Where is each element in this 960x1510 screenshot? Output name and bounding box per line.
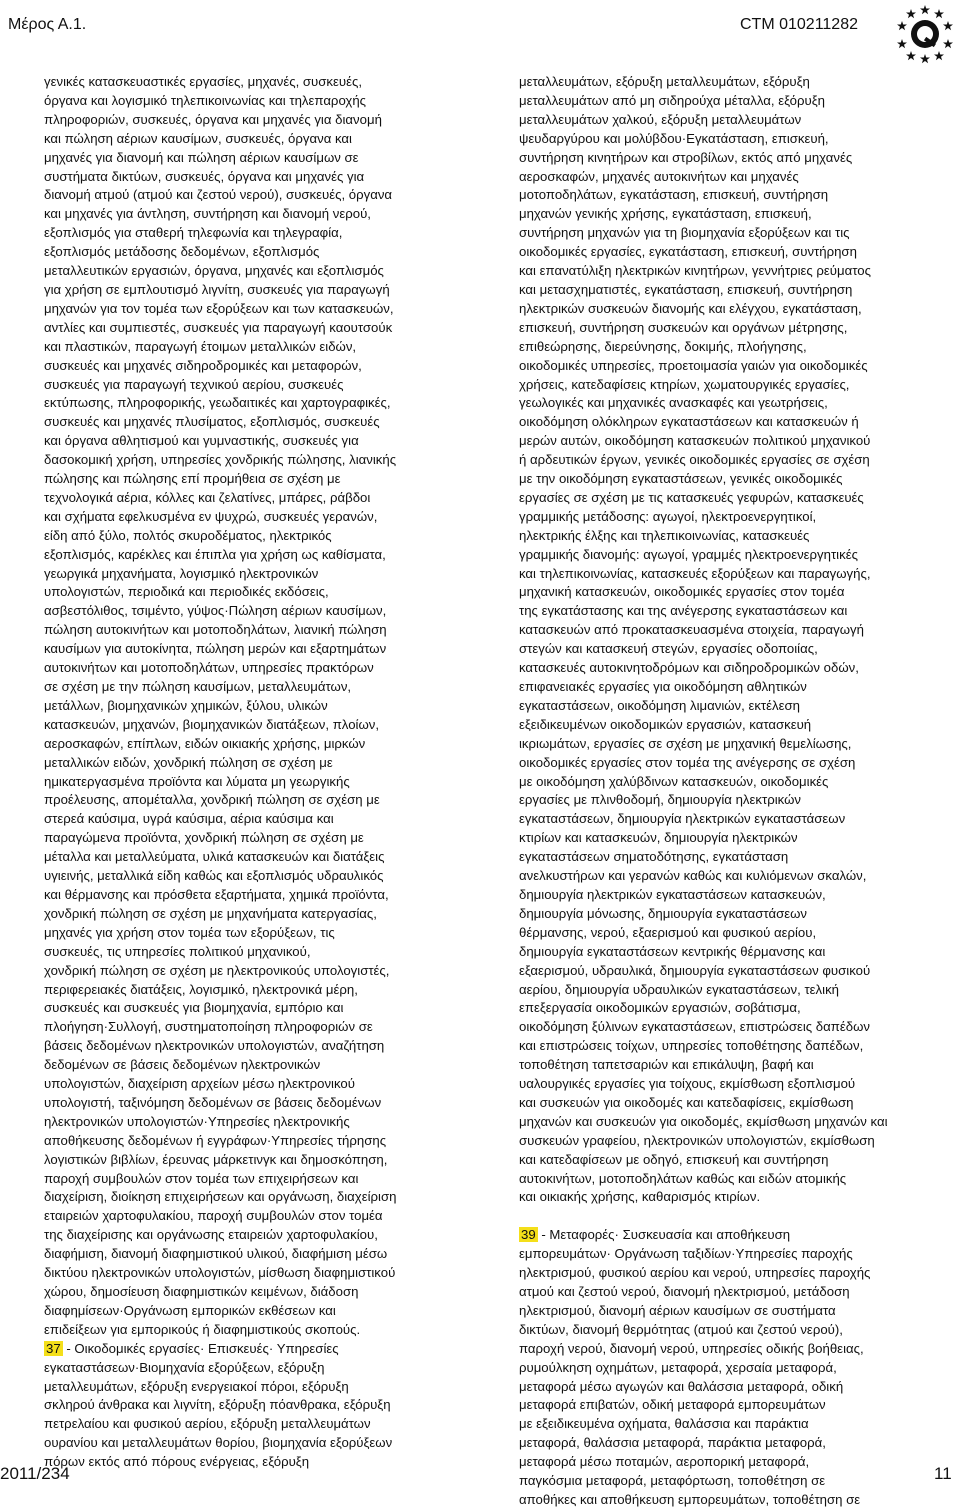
footer-bulletin-number: 2011/234 xyxy=(0,1464,70,1483)
header-part-label: Μέρος Α.1. xyxy=(8,16,87,33)
class-37-description: - Οικοδομικές εργασίες· Επισκευές· Υπηρεσίες εγκαταστάσεων·Βιομηχανία εξορύξεων, εξόρυξη μεταλλευμάτων, εξόρυξη ενεργειακοί πόροι, εξόρυξη σκληρού άνθρακα και λιγνίτη, εξόρυξη πόανθρακα, εξόρυξη πετρελαίου και φυσικού αερίου, εξόρυξη μεταλλευμάτων ουρανίου και μεταλλευμάτων θορίου, βιομηχανία εξορύξεων πόρων εκτός από πόρους ενέργειας, εξόρυξη xyxy=(44,1340,393,1470)
class-number-badge-39: 39 xyxy=(521,1227,536,1243)
left-text-column xyxy=(44,73,446,1472)
right-column-body: μεταλλευμάτων, εξόρυξη μεταλλευμάτων, εξόρυξη μεταλλευμάτων από μη σιδηρούχα μέταλλα, εξόρυξη μεταλλευμάτων χαλκού, εξόρυξη μεταλλευμάτων ψευδαργύρου και μολύβδου·Εγκατάσταση, επισκευή, συντήρηση κινητήρων και στροβίλων, εκτός από μηχανές αεροσκαφών, μηχανές αυτοκινήτων και μηχανές μοτοποδηλάτων, εγκατάσταση, επισκευή, συντήρηση μηχανών γενικής χρήσης, εγκατάσταση, επισκευή, συντήρηση μηχανών για τη βιομηχανία εξορύξεων και τις οικοδομικές εργασίες, εγκατάσταση, επισκευή, συντήρηση και επανατύλιξη ηλεκτρικών κινητήρων, γεννήτριες ρεύματος και μετασχηματιστές, εγκατάσταση, επισκευή, συντήρηση ηλεκτρικών συσκευών διανομής και ελέγχου, εγκατάσταση, επισκευή, συντήρηση συσκευών και οργάνων μέτρησης, επιθεώρησης, διερεύνησης, δοκιμής, πλοήγησης, οικοδομικές υπηρεσίες, προετοιμασία γαιών για οικοδομικές χρήσεις, κατεδαφίσεις κτηρίων, χωματουργικές εργασίες, γεωλογικές και μηχανικές ανασκαφές και γεωτρήσεις, οικοδόμηση ολόκληρων εγκαταστάσεων και κατασκευών ή μερών αυτών, οικοδόμηση κατασκευών πολιτικού μηχανικού ή αρδευτικών έργων, γενικές οικοδομικές εργασίες σε σχέση με την οικοδόμηση εγκαταστάσεων, γενικές οικοδομικές εργασίες σε σχέση με τις κατασκευές γεφυρών, κατασκευές γραμμικής μετάδοσης: αγωγοί, ηλεκτροενεργητικοί, ηλεκτρικής έλξης και τηλεπικοινωνίας, κατασκευές γραμμικής διανομής: αγωγοί, γραμμές ηλεκτροενεργητικές και τηλεπικοινωνίας, κατασκευές εξορύξεων και παραγωγής, μηχανική κατασκευών, οικοδομικές εργασίες στον τομέα της εγκατάστασης και της ανέγερσης εγκαταστάσεων και κατασκευών από προκατασκευασμένα στοιχεία, παραγωγή στεγών και κατασκευή στεγών, εργασίες οδοποιίας, κατασκευές αυτοκινητοδρόμων και σιδηροδρομικών οδών, επιφανειακές εργασίες για οικοδόμηση αθλητικών εγκαταστάσεων, οικοδόμηση λιμανιών, εκτέλεση εξειδικευμένων οικοδομικών εργασιών, κατασκευή ικριωμάτων, εργασίες σε σχέση με μηχανική θεμελίωσης, οικοδομικές εργασίες στον τομέα της ανέγερσης σε σχέση με οικοδόμηση χαλύβδινων κατασκευών, οικοδομικές εργασίες με πλινθοδομή, δημιουργία ηλεκτρικών εγκαταστάσεων, δημιουργία ηλεκτρικών εγκαταστάσεων κτιρίων και κατασκευών, δημιουργία ηλεκτρικών εγκαταστάσεων σηματοδότησης, εγκατάσταση ανελκυστήρων και γερανών καθώς και κυλιόμενων σκαλών, δημιουργία ηλεκτρικών εγκαταστάσεων κατασκευών, δημιουργία μόνωσης, δημιουργία εγκαταστάσεων θέρμανσης, νερού, εξαερισμού και φυσικού αερίου, δημιουργία εγκαταστάσεων κεντρικής θέρμανσης και εξαερισμού, υδραυλικά, δημιουργία εγκαταστάσεων φυσικού αερίου, δημιουργία υδραυλικών εγκαταστάσεων, τελική επεξεργασία οικοδομικών εργασιών, σοβάτισμα, οικοδόμηση ξύλινων εγκαταστάσεων, επιστρώσεις δαπέδων και επιστρώσεις τοίχων, υπηρεσίες τοποθέτησης δαπέδων, τοποθέτηση ταπετσαριών και επικάλυψη, βαφή και υαλουργικές εργασίες για τοίχους, εκμίσθωση εξοπλισμού και συσκευών για οικοδομές και κατεδαφίσεις, εκμίσθωση μηχανών και συσκευών για οικοδομές, εκμίσθωση μηχανών και συσκευών γραφείου, ηλεκτρονικών υπολογιστών, εκμίσθωση και κατεδαφίσεων με οδηγό, επισκευή και συντήρηση αυτοκινήτων, μοτοποδηλάτων καθώς και ειδών ατομικής και οικιακής χρήσης, καθαρισμός κτιρίων. xyxy=(519,74,888,1205)
footer-page-number: 11 xyxy=(934,1464,952,1483)
eu-logo-icon xyxy=(895,4,955,64)
class-number-badge-37: 37 xyxy=(46,1340,61,1356)
right-text-column xyxy=(519,73,921,1510)
left-column-body: γενικές κατασκευαστικές εργασίες, μηχανές, συσκευές, όργανα και λογισμικό τηλεπικοινωνίας και τηλεπαροχής πληροφοριών, συσκευές, όργανα και μηχανές για διανομή και πώληση αέριων καυσίμων, συσκευές, όργανα και μηχανές για διανομή και πώληση αέριων καυσίμων σε συστήματα δικτύων, συσκευές, όργανα και μηχανές για διανομή ατμού (ατμού και ζεστού νερού), συσκευές, όργανα και μηχανές για άντληση, συντήρηση και διανομή νερού, εξοπλισμός για σταθερή τηλεφωνία και τηλεγραφία, εξοπλισμός μετάδοσης δεδομένων, εξοπλισμός μεταλλευτικών εργασιών, όργανα, μηχανές και εξοπλισμός για χρήση σε εμπλουτισμό λιγνίτη, συσκευές για παραγωγή μηχανών για τον τομέα των εξορύξεων και των κατασκευών, αντλίες και συμπιεστές, συσκευές για παραγωγή καουτσούκ και πλαστικών, παραγωγή έτοιμων μεταλλικών ειδών, συσκευές και μηχανές σιδηροδρομικές και μεταφορών, συσκευές για παραγωγή τεχνικού αερίου, συσκευές εκτύπωσης, πληροφορικής, γεωδαιτικές και χαρτογραφικές, συσκευές και μηχανές πλυσίματος, εξοπλισμός, συσκευές και όργανα αθλητισμού και γυμναστικής, συσκευές για δασοκομική χρήση, υπηρεσίες χονδρικής πώλησης, λιανικής πώλησης και πώλησης επί προμήθεια σε σχέση με τεχνολογικά αέρια, κόλλες και ζελατίνες, μπάρες, ράβδοι και σχήματα εφελκυσμένα εν ψυχρώ, συσκευές γερανών, είδη από ξύλο, πολτός σκυροδέματος, ηλεκτρικός εξοπλισμός, καρέκλες και έπιπλα για χρήση ως καθίσματα, γεωργικά μηχανήματα, λογισμικό ηλεκτρονικών υπολογιστών, περιοδικά και περιοδικές εκδόσεις, ασβεστόλιθος, τσιμέντο, γύψος·Πώληση αέριων καυσίμων, πώληση αυτοκινήτων και μοτοποδηλάτων, λιανική πώληση καυσίμων για αυτοκίνητα, πώληση μερών και εξαρτημάτων αυτοκινήτων και μοτοποδηλάτων, υπηρεσίες πρακτόρων σε σχέση με την πώληση καυσίμων, μεταλλευμάτων, μετάλλων, βιομηχανικών χημικών, ξύλου, υλικών κατασκευών, μηχανών, βιομηχανικών διατάξεων, πλοίων, αεροσκαφών, επίπλων, ειδών οικιακής χρήσης, μιρκών μεταλλικών ειδών, χονδρική πώληση σε σχέση με ημικατεργασμένα προϊόντα και λύματα μη γεωργικής προέλευσης, απομέταλλα, χονδρική πώληση σε σχέση με στερεά καύσιμα, υγρά καύσιμα, αέρια καύσιμα και παραγώμενα προϊόντα, χονδρική πώληση σε σχέση με μέταλλα και μεταλλεύματα, υλικά κατασκευών και διατάξεις υγιεινής, μεταλλικά είδη καθώς και εξοπλισμός υδραυλικός και θέρμανσης και πρόσθετα εξαρτήματα, χημικά προϊόντα, χονδρική πώληση σε σχέση με μηχανήματα κατεργασίας, μηχανές για χρήση στον τομέα των εξορύξεων, τις συσκευές, τις υπηρεσίες πολιτικού μηχανικού, χονδρική πώληση σε σχέση με ηλεκτρονικούς υπολογιστές, περιφερειακές διατάξεις, λογισμικό, ηλεκτρονικά μέρη, συσκευές και συσκευές για βιομηχανία, εμπόριο και πλοήγηση·Συλλογή, συστηματοποίηση πληροφοριών σε βάσεις δεδομένων ηλεκτρονικών υπολογιστών, αναζήτηση δεδομένων σε βάσεις δεδομένων ηλεκτρονικών υπολογιστών, διαχείριση αρχείων μέσω ηλεκτρονικού υπολογιστή, ταξινόμηση δεδομένων σε βάσεις δεδομένων ηλεκτρονικών υπολογιστών·Υπηρεσίες ηλεκτρονικής αποθήκευσης δεδομένων ή εγγράφων·Υπηρεσίες τήρησης λογιστικών βιβλίων, έρευνας μάρκετινγκ και δημοσκόπηση, παροχή συμβουλών στον τομέα των επιχειρήσεων και διαχείριση, διοίκηση επιχειρήσεων και οργάνωση, διαχείριση εταιρειών χαρτοφυλακίου, παροχή συμβουλών στον τομέα της διαχείρισης και οργάνωσης εταιρειών χαρτοφυλακίου, διαφήμιση, διανομή διαφημιστικού υλικού, διαφήμιση μέσω δικτύου ηλεκτρονικών υπολογιστών, μίσθωση διαφημιστικού χώρου, δημοσίευση διαφημιστικών κειμένων, διάδοση διαφημίσεων·Οργάνωση εμπορικών εκθέσεων και επιδείξεων για εμπορικούς ή διαφημιστικούς σκοπούς. xyxy=(44,74,397,1337)
header-ctm-number: CTM 010211282 xyxy=(740,16,858,33)
class-39-description: - Μεταφορές· Συσκευασία και αποθήκευση εμπορευμάτων· Οργάνωση ταξιδίων·Υπηρεσίες παροχής ηλεκτρισμού, φυσικού αερίου και νερού, υπηρεσίες παροχής ατμού και ζεστού νερού, διανομή ηλεκτρισμού, μετάδοση ηλεκτρισμού, διανομή αέριων καυσίμων σε συστήματα δικτύων, διανομή θερμότητας (ατμού και ζεστού νερού), παροχή νερού, διανομή νερού, υπηρεσίες οδικής βοήθειας, ρυμούλκηση οχημάτων, μεταφορά, χερσαία μεταφορά, μεταφορά μέσω αγωγών και θαλάσσια μεταφορά, οδική μεταφορά επιβατών, οδική μεταφορά εμπορευμάτων με εξειδικευμένα οχήματα, θαλάσσια και παράκτια μεταφορά, θαλάσσια μεταφορά, παράκτια μεταφορά, μεταφορά μέσω ποταμών, αεροπορική μεταφορά, παγκόσμια μεταφορά, μεταφόρτωση, τοποθέτηση σε αποθήκες και αποθήκευση εμπορευμάτων, τοποθέτηση σε xyxy=(519,1227,871,1507)
